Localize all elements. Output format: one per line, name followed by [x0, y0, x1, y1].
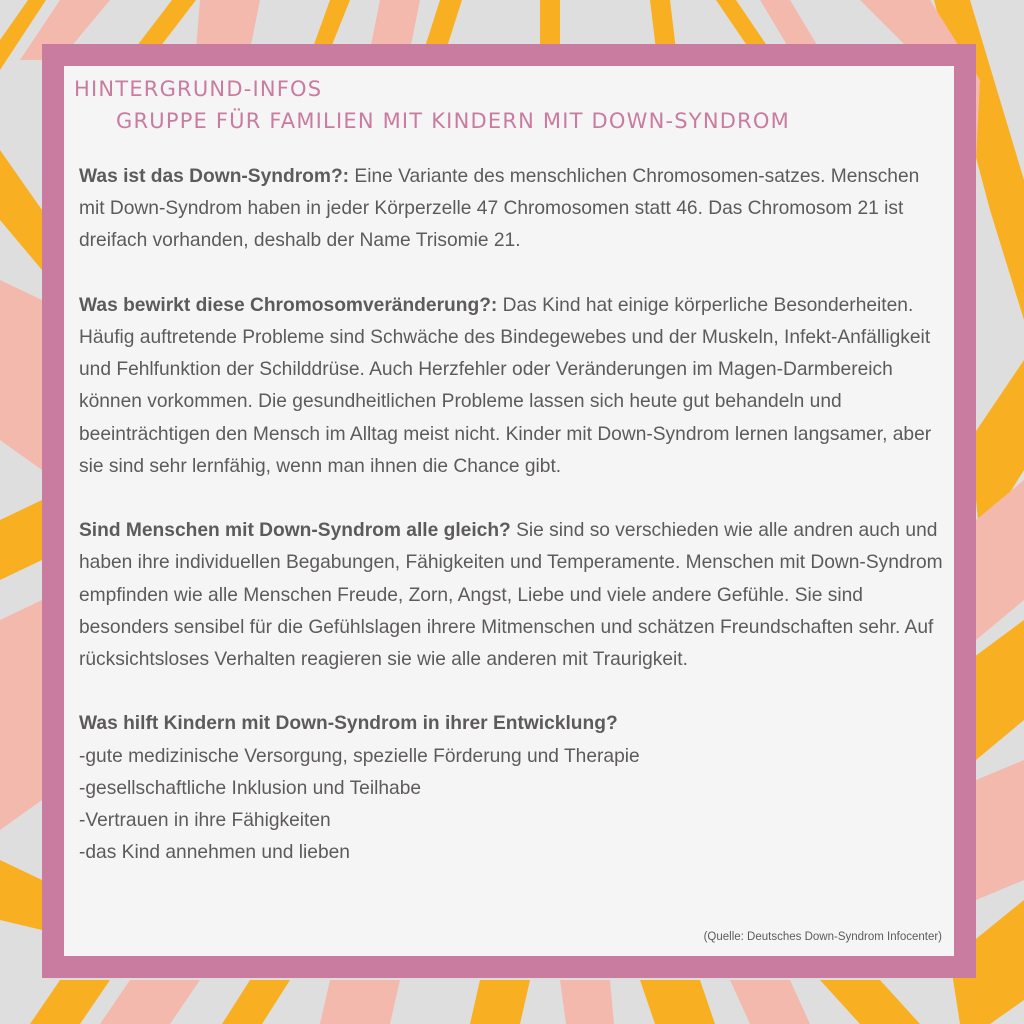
help-item: -gesellschaftliche Inklusion und Teilhabe	[79, 777, 422, 799]
section-what-is	[79, 161, 949, 258]
section-all-same	[79, 515, 949, 676]
heading-line-1: HINTERGRUND-INFOS	[74, 77, 323, 101]
body-text	[79, 161, 949, 869]
question-all-same: Sind Menschen mit Down-Syndrom alle gleich?	[79, 520, 511, 542]
source-note: (Quelle: Deutsches Down-Syndrom Infocenter)	[703, 931, 942, 943]
answer-all-same: Sie sind so verschieden wie alle andren auch und haben ihre individuellen Begabungen, Fähigkeiten und Temperamente. Menschen mit Down-Syndrom empfinden wie alle Menschen Freude, Zorn, Angst, Liebe und viele andere Gefühle. Sie sind besonders sensibel für die Gefühlslagen ihrere Mitmenschen und schätzen Freundschaften sehr. Auf rücksichtsloses Verhalten reagieren sie wie alle anderen mit Traurigkeit.	[79, 520, 943, 671]
answer-effects: Das Kind hat einige körperliche Besonderheiten. Häufig auftretende Probleme sind Schwäche des Bindegewebes und der Muskeln, Infekt-Anfälligkeit und Fehlfunktion der Schilddrüse. Auch Herzfehler oder Veränderungen im Magen-Darmbereich können vorkommen. Die gesundheitlichen Probleme lassen sich heute gut behandeln und beeinträchtigen den Mensch im Alltag meist nicht. Kinder mit Down-Syndrom lernen langsamer, aber sie sind sehr lernfähig, wenn man ihnen die Chance gibt.	[79, 294, 932, 477]
question-what-is: Was ist das Down-Syndrom?:	[79, 166, 350, 187]
section-help	[79, 708, 949, 869]
help-item: -das Kind annehmen und lieben	[79, 842, 350, 864]
question-effects: Was bewirkt diese Chromosomveränderung?:	[79, 294, 498, 316]
help-item: -Vertrauen in ihre Fähigkeiten	[79, 810, 331, 832]
section-effects	[79, 290, 949, 483]
content-panel	[64, 66, 954, 956]
answer-what-is: Eine Variante des menschlichen Chromosomen-satzes. Menschen mit Down-Syndrom haben in jeder Körperzelle 47 Chromosomen statt 46. Das Chromosom 21 ist dreifach vorhanden, deshalb der Name Trisomie 21.	[79, 166, 920, 252]
heading-line-2: GRUPPE FÜR FAMILIEN MIT KINDERN MIT DOWN-SYNDROM	[116, 109, 790, 133]
question-help: Was hilft Kindern mit Down-Syndrom in ihrer Entwicklung?	[79, 713, 618, 735]
help-item: -gute medizinische Versorgung, spezielle Förderung und Therapie	[79, 745, 640, 767]
